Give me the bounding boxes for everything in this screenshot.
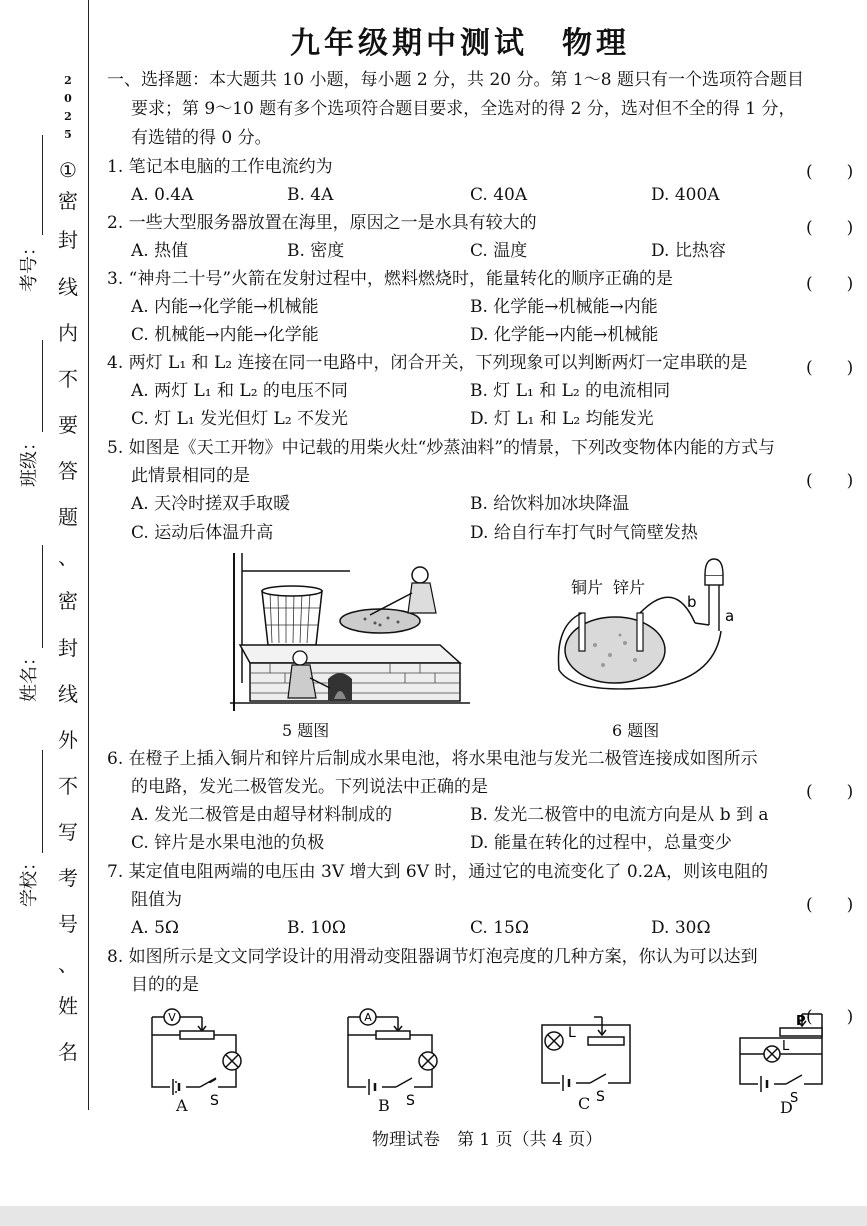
figure-5-caption: 5 题图 bbox=[282, 721, 330, 740]
seal-char: 不 bbox=[58, 774, 78, 798]
question-stem-line1: 8. 如图所示是文文同学设计的用滑动变阻器调节灯泡亮度的几种方案，你认为可以达到 bbox=[107, 947, 758, 967]
name-underline bbox=[42, 545, 43, 648]
seal-char: 密 bbox=[58, 189, 78, 213]
exam-no-underline bbox=[42, 135, 43, 235]
option-c: C. 机械能→内能→化学能 bbox=[131, 325, 319, 345]
seal-char: 封 bbox=[58, 228, 78, 252]
circuit-d-label: D bbox=[780, 1098, 793, 1117]
figure-5-stove-illustration bbox=[230, 553, 470, 711]
question-stem-line2: 的电路，发光二极管发光。下列说法中正确的是 bbox=[131, 777, 488, 797]
answer-blank[interactable]: ( ) bbox=[806, 218, 854, 238]
option-d: D. 能量在转化的过程中，总量变少 bbox=[470, 833, 732, 853]
slider-p-label: P bbox=[796, 1014, 806, 1029]
switch-label: S bbox=[406, 1093, 415, 1109]
circuit-a-label: A bbox=[176, 1096, 188, 1115]
option-c: C. 15Ω bbox=[470, 918, 529, 938]
circuit-d-diagram bbox=[730, 1008, 830, 1108]
figure-6-fruit-battery bbox=[545, 555, 760, 695]
option-a: A. 天冷时搓双手取暖 bbox=[131, 494, 291, 514]
option-a: A. 0.4A bbox=[131, 185, 194, 205]
switch-label: S bbox=[210, 1093, 219, 1109]
question-stem-line2: 此情景相同的是 bbox=[131, 466, 250, 486]
option-b: B. 密度 bbox=[287, 241, 345, 261]
page-footer: 物理试卷 第 1 页（共 4 页） bbox=[372, 1130, 603, 1150]
seal-char: 答 bbox=[58, 459, 78, 483]
name-label: 姓名： bbox=[19, 648, 40, 702]
option-b: B. 给饮料加冰块降温 bbox=[470, 494, 630, 514]
circuit-c-label: C bbox=[578, 1094, 591, 1113]
option-c: C. 温度 bbox=[470, 241, 528, 261]
seal-char: 姓 bbox=[58, 994, 78, 1018]
question-stem-line2: 阻值为 bbox=[131, 890, 182, 910]
school-label: 学校： bbox=[19, 853, 40, 907]
answer-blank[interactable]: ( ) bbox=[806, 162, 854, 182]
option-b: B. 灯 L₁ 和 L₂ 的电流相同 bbox=[470, 381, 671, 401]
seal-char: 要 bbox=[58, 413, 78, 437]
option-d: D. 30Ω bbox=[651, 918, 711, 938]
year-digit: 0 bbox=[64, 92, 72, 105]
terminal-b-label: b bbox=[687, 593, 697, 611]
ammeter-label: A bbox=[364, 1011, 372, 1024]
school-underline bbox=[42, 750, 43, 853]
seal-char: 封 bbox=[58, 636, 78, 660]
option-a: A. 5Ω bbox=[131, 918, 179, 938]
zinc-label: 锌片 bbox=[613, 578, 646, 597]
section-instruction-line2: 要求；第 9～10 题有多个选项符合题目要求，全选对的得 2 分，选对但不全的得 1 分， bbox=[131, 99, 796, 119]
option-b: B. 4A bbox=[287, 185, 334, 205]
option-c: C. 灯 L₁ 发光但灯 L₂ 不发光 bbox=[131, 409, 349, 429]
option-d: D. 400A bbox=[651, 185, 720, 205]
option-d: D. 灯 L₁ 和 L₂ 均能发光 bbox=[470, 409, 654, 429]
seal-char: 考 bbox=[58, 866, 78, 890]
class-underline bbox=[42, 340, 43, 432]
copper-label: 铜片 bbox=[571, 578, 604, 597]
question-stem-line1: 7. 某定值电阻两端的电压由 3V 增大到 6V 时，通过它的电流变化了 0.2A，则该电阻的 bbox=[107, 862, 769, 882]
seal-char: 题 bbox=[58, 505, 78, 529]
section-instruction-line3: 有选错的得 0 分。 bbox=[131, 128, 272, 148]
class-label: 班级： bbox=[19, 433, 40, 487]
answer-blank[interactable]: ( ) bbox=[806, 358, 854, 378]
binding-line bbox=[88, 0, 89, 1110]
seal-char: 、 bbox=[58, 952, 78, 976]
question-stem-line1: 6. 在橙子上插入铜片和锌片后制成水果电池，将水果电池与发光二极管连接成如图所示 bbox=[107, 749, 758, 769]
switch-label: S bbox=[790, 1091, 799, 1106]
seal-char: 内 bbox=[58, 321, 78, 345]
lamp-label: L bbox=[568, 1025, 576, 1041]
year-digit: 2 bbox=[64, 74, 72, 87]
seal-char: 、 bbox=[58, 545, 78, 569]
figure-6-caption: 6 题图 bbox=[612, 721, 660, 740]
answer-blank[interactable]: ( ) bbox=[806, 782, 854, 802]
year-digit: 2 bbox=[64, 110, 72, 123]
option-a: A. 内能→化学能→机械能 bbox=[131, 297, 319, 317]
seal-char: 线 bbox=[58, 682, 78, 706]
circle-number: ① bbox=[59, 158, 77, 182]
question-stem: 2. 一些大型服务器放置在海里，原因之一是水具有较大的 bbox=[107, 213, 537, 233]
switch-label: S bbox=[596, 1089, 605, 1105]
seal-char: 线 bbox=[58, 275, 78, 299]
seal-char: 外 bbox=[58, 728, 78, 752]
question-stem: 4. 两灯 L₁ 和 L₂ 连接在同一电路中，闭合开关，下列现象可以判断两灯一定串联的是 bbox=[107, 353, 748, 373]
answer-blank[interactable]: ( ) bbox=[806, 1007, 854, 1027]
page-title: 九年级期中测试 物理 bbox=[290, 26, 630, 61]
exam-no-label: 考号： bbox=[19, 238, 40, 292]
voltmeter-label: V bbox=[168, 1011, 176, 1024]
seal-char: 密 bbox=[58, 589, 78, 613]
question-stem: 1. 笔记本电脑的工作电流约为 bbox=[107, 157, 333, 177]
option-a: A. 发光二极管是由超导材料制成的 bbox=[131, 805, 393, 825]
question-stem-line1: 5. 如图是《天工开物》中记载的用柴火灶“炒蒸油料”的情景，下列改变物体内能的方式与 bbox=[107, 438, 776, 458]
year-digit: 5 bbox=[64, 128, 72, 141]
answer-blank[interactable]: ( ) bbox=[806, 471, 854, 491]
option-d: D. 给自行车打气时气筒壁发热 bbox=[470, 523, 698, 543]
question-stem-line2: 目的的是 bbox=[131, 975, 199, 995]
option-c: C. 锌片是水果电池的负极 bbox=[131, 833, 325, 853]
option-a: A. 两灯 L₁ 和 L₂ 的电压不同 bbox=[131, 381, 348, 401]
question-stem: 3. “神舟二十号”火箭在发射过程中，燃料燃烧时，能量转化的顺序正确的是 bbox=[107, 269, 674, 289]
seal-char: 写 bbox=[58, 820, 78, 844]
option-b: B. 10Ω bbox=[287, 918, 347, 938]
option-d: D. 比热容 bbox=[651, 241, 726, 261]
option-b: B. 发光二极管中的电流方向是从 b 到 a bbox=[470, 805, 769, 825]
circuit-c-diagram bbox=[532, 1005, 642, 1105]
circuit-b-diagram bbox=[336, 1005, 446, 1115]
seal-char: 名 bbox=[58, 1040, 78, 1064]
option-b: B. 化学能→机械能→内能 bbox=[470, 297, 658, 317]
option-d: D. 化学能→内能→机械能 bbox=[470, 325, 659, 345]
circuit-b-label: B bbox=[378, 1096, 390, 1115]
answer-blank[interactable]: ( ) bbox=[806, 895, 854, 915]
option-c: C. 40A bbox=[470, 185, 528, 205]
circuit-a-diagram bbox=[140, 1005, 250, 1115]
option-c: C. 运动后体温升高 bbox=[131, 523, 274, 543]
answer-blank[interactable]: ( ) bbox=[806, 274, 854, 294]
section-instruction-line1: 一、选择题：本大题共 10 小题，每小题 2 分，共 20 分。第 1～8 题只有一个选项符合题目 bbox=[107, 70, 804, 90]
seal-char: 号 bbox=[58, 912, 78, 936]
option-a: A. 热值 bbox=[131, 241, 189, 261]
scan-bottom-edge bbox=[0, 1206, 867, 1226]
terminal-a-label: a bbox=[725, 607, 735, 625]
seal-char: 不 bbox=[58, 367, 78, 391]
lamp-label: L bbox=[782, 1039, 790, 1054]
